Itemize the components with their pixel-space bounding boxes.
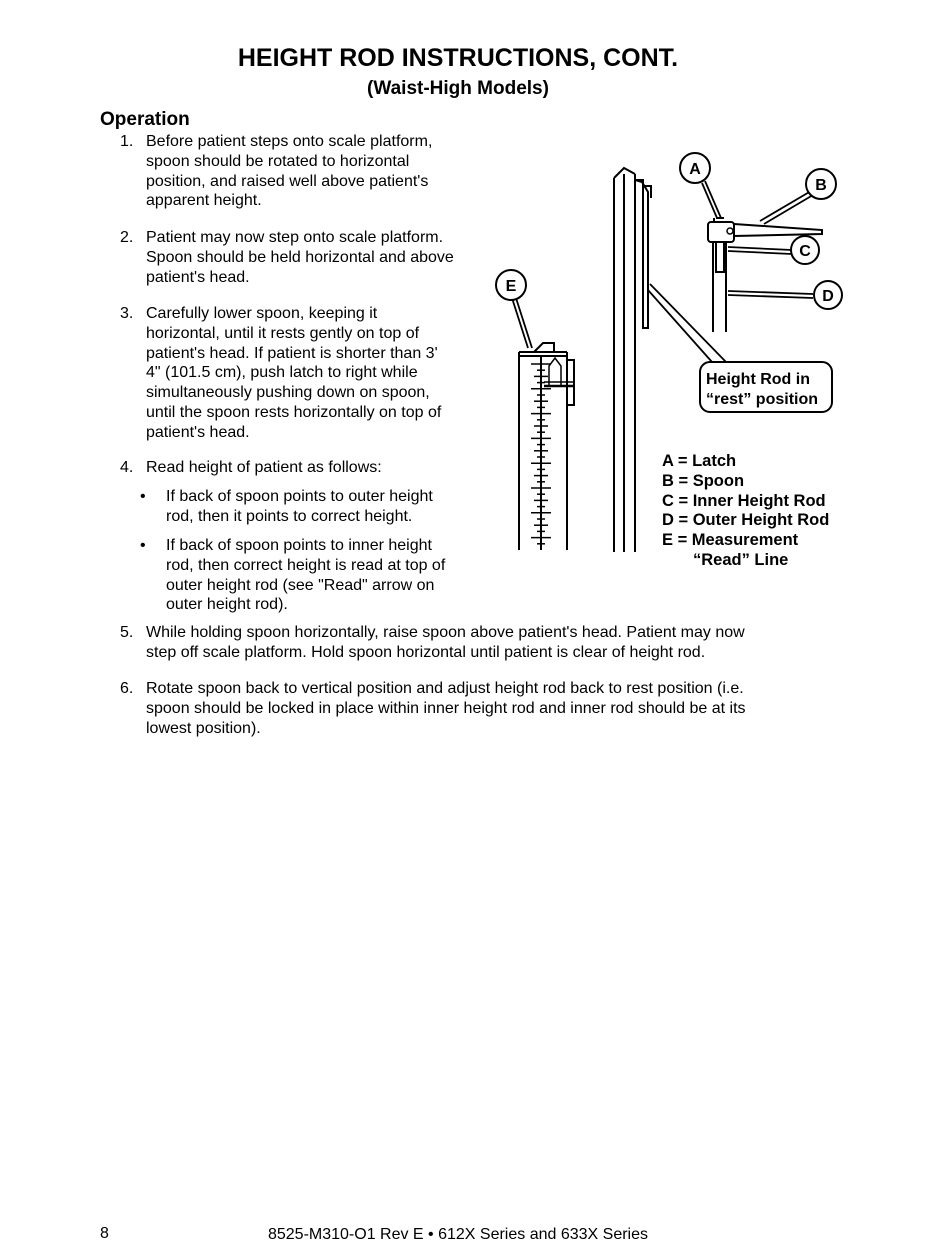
height-rod-full [614,168,651,552]
bullet-text [166,536,445,615]
callout-leaders [512,181,813,362]
bullet-symbol: • [140,488,146,505]
step-line: Spoon should be held horizontal and above [146,248,454,266]
step-line: Patient may now step onto scale platform. [146,229,444,246]
step-line: patient's head. If patient is shorter than 3' [146,344,438,362]
legend-item-measurement: E = Measurement [662,531,799,550]
step-line: spoon should be locked in place within inner height rod and inner rod should be at its [146,699,746,717]
step-line: until the spoon rests horizontally on top of [146,403,442,421]
legend-item-read-line: “Read” Line [693,550,789,569]
step-text [146,679,746,738]
page-subtitle: (Waist-High Models) [367,78,549,99]
bullet-line: If back of spoon points to outer height [166,488,433,505]
step-text [146,228,454,287]
step-number: 4. [120,459,134,476]
step-line: patient's head. [146,423,250,441]
legend-item-spoon: B = Spoon [662,471,745,490]
section-heading-operation: Operation [100,109,190,130]
step-number: 2. [120,229,134,246]
step-text [146,304,441,443]
step-line: apparent height. [146,192,262,210]
callout-circles [496,153,842,309]
step-line: horizontal, until it rests gently on top of [146,324,420,342]
step-line: Rotate spoon back to vertical position and adjust height rod back to rest position (i.e. [146,680,744,697]
callout-c-label: C [799,243,811,260]
step-line: Before patient steps onto scale platform, [146,133,433,150]
callout-d-label: D [822,288,834,305]
step-number: 5. [120,624,134,641]
diagram-legend [662,452,829,571]
step-number: 6. [120,680,134,697]
scale-rod-closeup [519,343,574,550]
legend-item-inner-rod: C = Inner Height Rod [662,491,826,510]
step-line: patient's head. [146,268,250,286]
page-title: HEIGHT ROD INSTRUCTIONS, CONT. [237,44,679,72]
step-text [146,132,432,211]
step-text [146,623,745,663]
legend-item-outer-rod: D = Outer Height Rod [662,511,830,530]
step-line: simultaneously pushing down on spoon, [146,384,430,402]
bullet-line: If back of spoon points to inner height [166,537,432,554]
page-number: 8 [100,1225,109,1242]
step-line: 4" (101.5 cm), push latch to right while [146,364,418,382]
step-number: 1. [120,133,134,150]
bullet-line: rod, then correct height is read at top of [166,556,446,574]
step-line: spoon should be rotated to horizontal [146,152,410,170]
step-line: Carefully lower spoon, keeping it [146,305,378,322]
step-line: step off scale platform. Hold spoon horizontal until patient is clear of height rod. [146,643,706,661]
bullet-line: outer height rod). [166,596,288,614]
bullet-line: rod, then it points to correct height. [166,507,413,525]
rest-label-line-2: “rest” position [706,391,819,408]
step-line: While holding spoon horizontally, raise spoon above patient's head. Patient may now [146,624,745,641]
rest-label-line-1: Height Rod in [706,371,810,388]
step-line: lowest position). [146,719,261,737]
bullet-line: outer height rod (see "Read" arrow on [166,576,435,594]
step-text [146,458,382,478]
step-line: position, and raised well above patient's [146,172,429,190]
callout-e-label: E [505,278,517,295]
bullet-symbol: • [140,537,146,554]
step-line: Read height of patient as follows: [146,459,382,476]
callout-a-label: A [689,161,701,178]
footer-doc-info: 8525-M310-O1 Rev E • 612X Series and 633X Series [267,1226,649,1243]
callout-b-label: B [815,177,827,194]
bullet-text [166,487,433,527]
legend-item-latch: A = Latch [662,452,737,470]
step-number: 3. [120,305,134,322]
